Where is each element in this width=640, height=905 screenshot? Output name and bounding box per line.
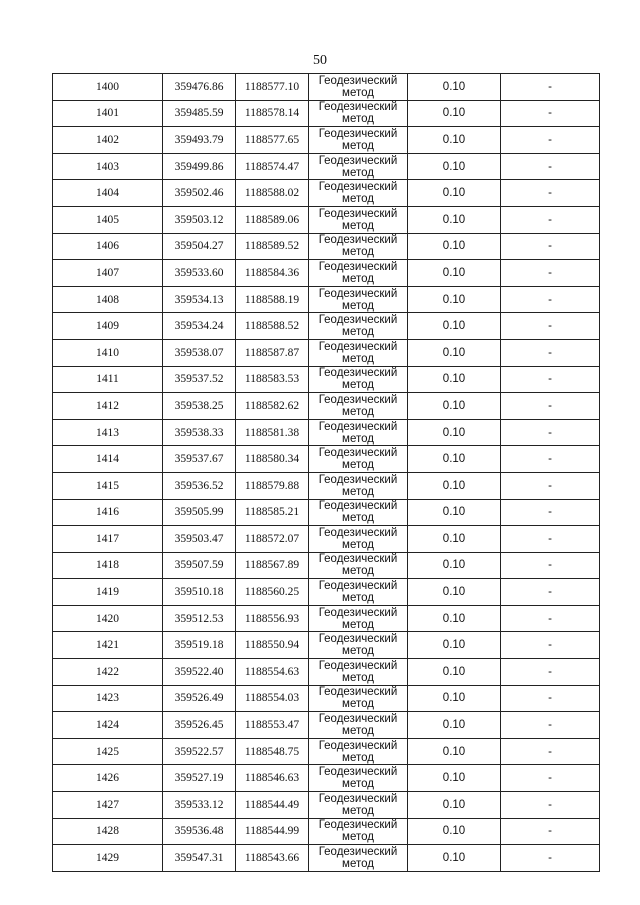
point-number-cell: 1425 (53, 738, 163, 765)
x-coordinate-cell: 359527.19 (163, 765, 236, 792)
method-line-1: Геодезический (318, 74, 398, 87)
method-cell (309, 818, 408, 845)
method-line-1: Геодезический (318, 447, 398, 460)
y-coordinate-cell: 1188554.03 (236, 685, 309, 712)
x-coordinate-cell: 359493.79 (163, 127, 236, 154)
point-number-cell: 1419 (53, 579, 163, 606)
method-line-2: метод (342, 193, 374, 206)
accuracy-cell: 0.10 (408, 765, 501, 792)
method-line-2: метод (342, 86, 374, 99)
note-cell: - (501, 100, 600, 127)
table-row (53, 499, 600, 526)
y-coordinate-cell: 1188556.93 (236, 605, 309, 632)
method-cell (309, 845, 408, 872)
point-number-cell: 1418 (53, 552, 163, 579)
accuracy-cell: 0.10 (408, 845, 501, 872)
method-line-1: Геодезический (318, 526, 398, 539)
method-line-2: метод (342, 751, 374, 764)
table-row (53, 712, 600, 739)
method-cell (309, 286, 408, 313)
method-line-2: метод (342, 618, 374, 631)
note-cell: - (501, 393, 600, 420)
point-number-cell: 1429 (53, 845, 163, 872)
y-coordinate-cell: 1188585.21 (236, 499, 309, 526)
note-cell: - (501, 765, 600, 792)
method-line-1: Геодезический (318, 207, 398, 220)
method-line-2: метод (342, 326, 374, 339)
method-line-2: метод (342, 538, 374, 551)
y-coordinate-cell: 1188577.65 (236, 127, 309, 154)
method-line-1: Геодезический (318, 260, 398, 273)
method-line-2: метод (342, 698, 374, 711)
x-coordinate-cell: 359537.52 (163, 366, 236, 393)
accuracy-cell: 0.10 (408, 526, 501, 553)
x-coordinate-cell: 359534.13 (163, 286, 236, 313)
x-coordinate-cell: 359534.24 (163, 313, 236, 340)
method-cell (309, 685, 408, 712)
x-coordinate-cell: 359536.52 (163, 472, 236, 499)
y-coordinate-cell: 1188588.52 (236, 313, 309, 340)
note-cell: - (501, 738, 600, 765)
accuracy-cell: 0.10 (408, 472, 501, 499)
y-coordinate-cell: 1188582.62 (236, 393, 309, 420)
point-number-cell: 1402 (53, 127, 163, 154)
accuracy-cell: 0.10 (408, 180, 501, 207)
note-cell: - (501, 552, 600, 579)
method-cell (309, 632, 408, 659)
method-line-1: Геодезический (318, 846, 398, 859)
method-cell (309, 552, 408, 579)
method-line-1: Геодезический (318, 154, 398, 167)
method-cell (309, 313, 408, 340)
point-number-cell: 1428 (53, 818, 163, 845)
method-line-2: метод (342, 139, 374, 152)
note-cell: - (501, 712, 600, 739)
coordinates-table (52, 73, 600, 872)
point-number-cell: 1422 (53, 659, 163, 686)
method-line-2: метод (342, 804, 374, 817)
point-number-cell: 1423 (53, 685, 163, 712)
note-cell: - (501, 127, 600, 154)
note-cell: - (501, 313, 600, 340)
note-cell: - (501, 579, 600, 606)
method-cell (309, 233, 408, 260)
point-number-cell: 1408 (53, 286, 163, 313)
x-coordinate-cell: 359507.59 (163, 552, 236, 579)
table-row (53, 685, 600, 712)
note-cell: - (501, 472, 600, 499)
table-row (53, 313, 600, 340)
method-line-1: Геодезический (318, 340, 398, 353)
method-line-1: Геодезический (318, 473, 398, 486)
point-number-cell: 1413 (53, 419, 163, 446)
method-line-1: Геодезический (318, 314, 398, 327)
accuracy-cell: 0.10 (408, 233, 501, 260)
table-row (53, 818, 600, 845)
note-cell: - (501, 605, 600, 632)
note-cell: - (501, 260, 600, 287)
point-number-cell: 1427 (53, 792, 163, 819)
table-row (53, 765, 600, 792)
accuracy-cell: 0.10 (408, 792, 501, 819)
note-cell: - (501, 153, 600, 180)
method-cell (309, 738, 408, 765)
note-cell: - (501, 845, 600, 872)
point-number-cell: 1424 (53, 712, 163, 739)
point-number-cell: 1416 (53, 499, 163, 526)
note-cell: - (501, 792, 600, 819)
x-coordinate-cell: 359533.60 (163, 260, 236, 287)
method-line-1: Геодезический (318, 819, 398, 832)
y-coordinate-cell: 1188572.07 (236, 526, 309, 553)
method-cell (309, 472, 408, 499)
point-number-cell: 1411 (53, 366, 163, 393)
y-coordinate-cell: 1188577.10 (236, 74, 309, 101)
note-cell: - (501, 180, 600, 207)
method-cell (309, 446, 408, 473)
method-line-2: метод (342, 405, 374, 418)
method-line-2: метод (342, 299, 374, 312)
accuracy-cell: 0.10 (408, 339, 501, 366)
note-cell: - (501, 446, 600, 473)
y-coordinate-cell: 1188574.47 (236, 153, 309, 180)
table-row (53, 180, 600, 207)
method-line-2: метод (342, 113, 374, 126)
table-row (53, 845, 600, 872)
table-row (53, 153, 600, 180)
accuracy-cell: 0.10 (408, 632, 501, 659)
method-cell (309, 100, 408, 127)
method-line-2: метод (342, 166, 374, 179)
accuracy-cell: 0.10 (408, 685, 501, 712)
method-cell (309, 579, 408, 606)
method-cell (309, 339, 408, 366)
x-coordinate-cell: 359522.40 (163, 659, 236, 686)
table-row (53, 393, 600, 420)
point-number-cell: 1407 (53, 260, 163, 287)
point-number-cell: 1426 (53, 765, 163, 792)
method-line-2: метод (342, 512, 374, 525)
table-row (53, 526, 600, 553)
method-line-1: Геодезический (318, 393, 398, 406)
method-line-1: Геодезический (318, 792, 398, 805)
x-coordinate-cell: 359526.49 (163, 685, 236, 712)
y-coordinate-cell: 1188578.14 (236, 100, 309, 127)
note-cell: - (501, 499, 600, 526)
method-line-1: Геодезический (318, 739, 398, 752)
method-line-1: Геодезический (318, 234, 398, 247)
note-cell: - (501, 818, 600, 845)
method-line-1: Геодезический (318, 101, 398, 114)
method-line-1: Геодезический (318, 606, 398, 619)
note-cell: - (501, 74, 600, 101)
method-cell (309, 127, 408, 154)
method-line-2: метод (342, 645, 374, 658)
method-line-1: Геодезический (318, 713, 398, 726)
point-number-cell: 1403 (53, 153, 163, 180)
x-coordinate-cell: 359538.33 (163, 419, 236, 446)
method-line-1: Геодезический (318, 580, 398, 593)
point-number-cell: 1400 (53, 74, 163, 101)
x-coordinate-cell: 359547.31 (163, 845, 236, 872)
point-number-cell: 1405 (53, 206, 163, 233)
note-cell: - (501, 366, 600, 393)
method-line-2: метод (342, 246, 374, 259)
table-row (53, 738, 600, 765)
note-cell: - (501, 632, 600, 659)
accuracy-cell: 0.10 (408, 393, 501, 420)
table-row (53, 366, 600, 393)
point-number-cell: 1409 (53, 313, 163, 340)
y-coordinate-cell: 1188589.52 (236, 233, 309, 260)
table-row (53, 579, 600, 606)
point-number-cell: 1420 (53, 605, 163, 632)
table-row (53, 552, 600, 579)
x-coordinate-cell: 359537.67 (163, 446, 236, 473)
y-coordinate-cell: 1188567.89 (236, 552, 309, 579)
x-coordinate-cell: 359533.12 (163, 792, 236, 819)
x-coordinate-cell: 359538.07 (163, 339, 236, 366)
point-number-cell: 1410 (53, 339, 163, 366)
method-line-2: метод (342, 565, 374, 578)
table-row (53, 74, 600, 101)
method-cell (309, 366, 408, 393)
x-coordinate-cell: 359476.86 (163, 74, 236, 101)
method-cell (309, 526, 408, 553)
method-cell (309, 712, 408, 739)
point-number-cell: 1415 (53, 472, 163, 499)
y-coordinate-cell: 1188544.49 (236, 792, 309, 819)
method-line-2: метод (342, 485, 374, 498)
y-coordinate-cell: 1188546.63 (236, 765, 309, 792)
note-cell: - (501, 419, 600, 446)
method-line-2: метод (342, 778, 374, 791)
method-cell (309, 206, 408, 233)
table-row (53, 446, 600, 473)
note-cell: - (501, 339, 600, 366)
point-number-cell: 1417 (53, 526, 163, 553)
table-row (53, 792, 600, 819)
method-line-1: Геодезический (318, 367, 398, 380)
accuracy-cell: 0.10 (408, 206, 501, 233)
x-coordinate-cell: 359502.46 (163, 180, 236, 207)
point-number-cell: 1414 (53, 446, 163, 473)
y-coordinate-cell: 1188588.19 (236, 286, 309, 313)
x-coordinate-cell: 359504.27 (163, 233, 236, 260)
y-coordinate-cell: 1188553.47 (236, 712, 309, 739)
table-row (53, 100, 600, 127)
method-line-2: метод (342, 352, 374, 365)
y-coordinate-cell: 1188589.06 (236, 206, 309, 233)
table-row (53, 419, 600, 446)
x-coordinate-cell: 359512.53 (163, 605, 236, 632)
y-coordinate-cell: 1188587.87 (236, 339, 309, 366)
method-cell (309, 260, 408, 287)
y-coordinate-cell: 1188560.25 (236, 579, 309, 606)
method-cell (309, 153, 408, 180)
method-cell (309, 605, 408, 632)
table-row (53, 286, 600, 313)
x-coordinate-cell: 359503.47 (163, 526, 236, 553)
x-coordinate-cell: 359510.18 (163, 579, 236, 606)
method-line-2: метод (342, 379, 374, 392)
point-number-cell: 1406 (53, 233, 163, 260)
method-cell (309, 499, 408, 526)
point-number-cell: 1421 (53, 632, 163, 659)
y-coordinate-cell: 1188580.34 (236, 446, 309, 473)
accuracy-cell: 0.10 (408, 286, 501, 313)
x-coordinate-cell: 359538.25 (163, 393, 236, 420)
accuracy-cell: 0.10 (408, 605, 501, 632)
note-cell: - (501, 286, 600, 313)
y-coordinate-cell: 1188584.36 (236, 260, 309, 287)
x-coordinate-cell: 359519.18 (163, 632, 236, 659)
accuracy-cell: 0.10 (408, 712, 501, 739)
y-coordinate-cell: 1188550.94 (236, 632, 309, 659)
point-number-cell: 1412 (53, 393, 163, 420)
table-row (53, 605, 600, 632)
table-row (53, 472, 600, 499)
x-coordinate-cell: 359522.57 (163, 738, 236, 765)
x-coordinate-cell: 359499.86 (163, 153, 236, 180)
accuracy-cell: 0.10 (408, 818, 501, 845)
note-cell: - (501, 233, 600, 260)
method-line-2: метод (342, 725, 374, 738)
point-number-cell: 1401 (53, 100, 163, 127)
x-coordinate-cell: 359505.99 (163, 499, 236, 526)
table-row (53, 233, 600, 260)
note-cell: - (501, 206, 600, 233)
accuracy-cell: 0.10 (408, 419, 501, 446)
accuracy-cell: 0.10 (408, 499, 501, 526)
accuracy-cell: 0.10 (408, 579, 501, 606)
method-line-1: Геодезический (318, 659, 398, 672)
accuracy-cell: 0.10 (408, 74, 501, 101)
method-cell (309, 74, 408, 101)
method-cell (309, 180, 408, 207)
method-line-1: Геодезический (318, 500, 398, 513)
method-line-1: Геодезический (318, 127, 398, 140)
note-cell: - (501, 526, 600, 553)
method-line-1: Геодезический (318, 181, 398, 194)
accuracy-cell: 0.10 (408, 738, 501, 765)
method-line-2: метод (342, 592, 374, 605)
method-line-1: Геодезический (318, 633, 398, 646)
table-row (53, 260, 600, 287)
y-coordinate-cell: 1188583.53 (236, 366, 309, 393)
method-line-1: Геодезический (318, 766, 398, 779)
y-coordinate-cell: 1188554.63 (236, 659, 309, 686)
method-line-2: метод (342, 831, 374, 844)
x-coordinate-cell: 359536.48 (163, 818, 236, 845)
y-coordinate-cell: 1188544.99 (236, 818, 309, 845)
method-line-1: Геодезический (318, 420, 398, 433)
point-number-cell: 1404 (53, 180, 163, 207)
accuracy-cell: 0.10 (408, 100, 501, 127)
method-line-2: метод (342, 272, 374, 285)
method-line-1: Геодезический (318, 553, 398, 566)
accuracy-cell: 0.10 (408, 366, 501, 393)
method-line-2: метод (342, 671, 374, 684)
note-cell: - (501, 659, 600, 686)
method-line-2: метод (342, 219, 374, 232)
note-cell: - (501, 685, 600, 712)
accuracy-cell: 0.10 (408, 446, 501, 473)
x-coordinate-cell: 359503.12 (163, 206, 236, 233)
accuracy-cell: 0.10 (408, 659, 501, 686)
accuracy-cell: 0.10 (408, 313, 501, 340)
coordinates-table-body (53, 74, 600, 872)
y-coordinate-cell: 1188581.38 (236, 419, 309, 446)
page-number: 50 (313, 53, 327, 68)
accuracy-cell: 0.10 (408, 153, 501, 180)
y-coordinate-cell: 1188579.88 (236, 472, 309, 499)
method-cell (309, 393, 408, 420)
x-coordinate-cell: 359526.45 (163, 712, 236, 739)
method-line-2: метод (342, 858, 374, 871)
y-coordinate-cell: 1188548.75 (236, 738, 309, 765)
accuracy-cell: 0.10 (408, 127, 501, 154)
table-row (53, 632, 600, 659)
table-row (53, 127, 600, 154)
method-cell (309, 792, 408, 819)
table-row (53, 339, 600, 366)
method-line-1: Геодезический (318, 686, 398, 699)
accuracy-cell: 0.10 (408, 552, 501, 579)
table-row (53, 659, 600, 686)
method-line-2: метод (342, 459, 374, 472)
y-coordinate-cell: 1188588.02 (236, 180, 309, 207)
method-cell (309, 659, 408, 686)
table-row (53, 206, 600, 233)
method-cell (309, 419, 408, 446)
accuracy-cell: 0.10 (408, 260, 501, 287)
method-cell (309, 765, 408, 792)
method-line-1: Геодезический (318, 287, 398, 300)
y-coordinate-cell: 1188543.66 (236, 845, 309, 872)
method-line-2: метод (342, 432, 374, 445)
x-coordinate-cell: 359485.59 (163, 100, 236, 127)
